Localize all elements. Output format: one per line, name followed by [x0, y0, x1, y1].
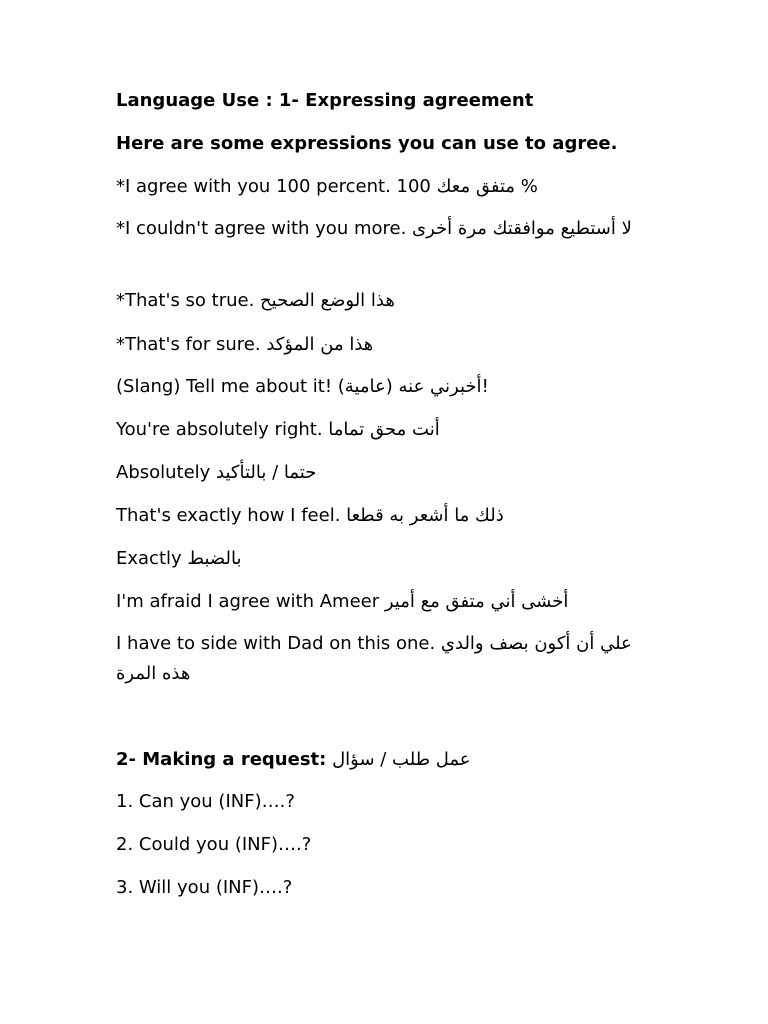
- section2-heading-label: 2- Making a request:: [116, 749, 327, 770]
- section2-heading-arabic: عمل طلب / سؤال: [332, 749, 471, 770]
- document-title: Language Use : 1- Expressing agreement: [116, 90, 534, 111]
- request-line: 3. Will you (INF)….?: [116, 877, 293, 898]
- agreement-line: I'm afraid I agree with Ameer أخشى أني متفق مع أمير: [116, 591, 569, 612]
- request-line: 1. Can you (INF)….?: [116, 791, 295, 812]
- agreement-line: *That's so true. هذا الوضع الصحيح: [116, 290, 395, 311]
- agreement-line: *That's for sure. هذا من المؤكد: [116, 334, 374, 355]
- agreement-line: That's exactly how I feel. ذلك ما أشعر به قطعا: [116, 505, 504, 526]
- agreement-line: Absolutely حتما / بالتأكيد: [116, 462, 317, 483]
- agreement-line: *I agree with you 100 percent. 100 متفق معك %: [116, 176, 538, 197]
- intro-text: Here are some expressions you can use to agree.: [116, 133, 618, 154]
- section2-heading: [116, 746, 656, 774]
- request-line: 2. Could you (INF)….?: [116, 834, 312, 855]
- agreement-line: You're absolutely right. أنت محق تماما: [116, 419, 440, 440]
- agreement-line: I have to side with Dad on this one. علي أن أكون بصف والدي هذه المرة: [116, 633, 632, 684]
- agreement-line: Exactly بالضبط: [116, 548, 242, 569]
- agreement-line: (Slang) Tell me about it! (عامية) أخبرني عنه!: [116, 376, 489, 397]
- agreement-line: *I couldn't agree with you more. لا أستطيع موافقتك مرة أخرى: [116, 218, 632, 239]
